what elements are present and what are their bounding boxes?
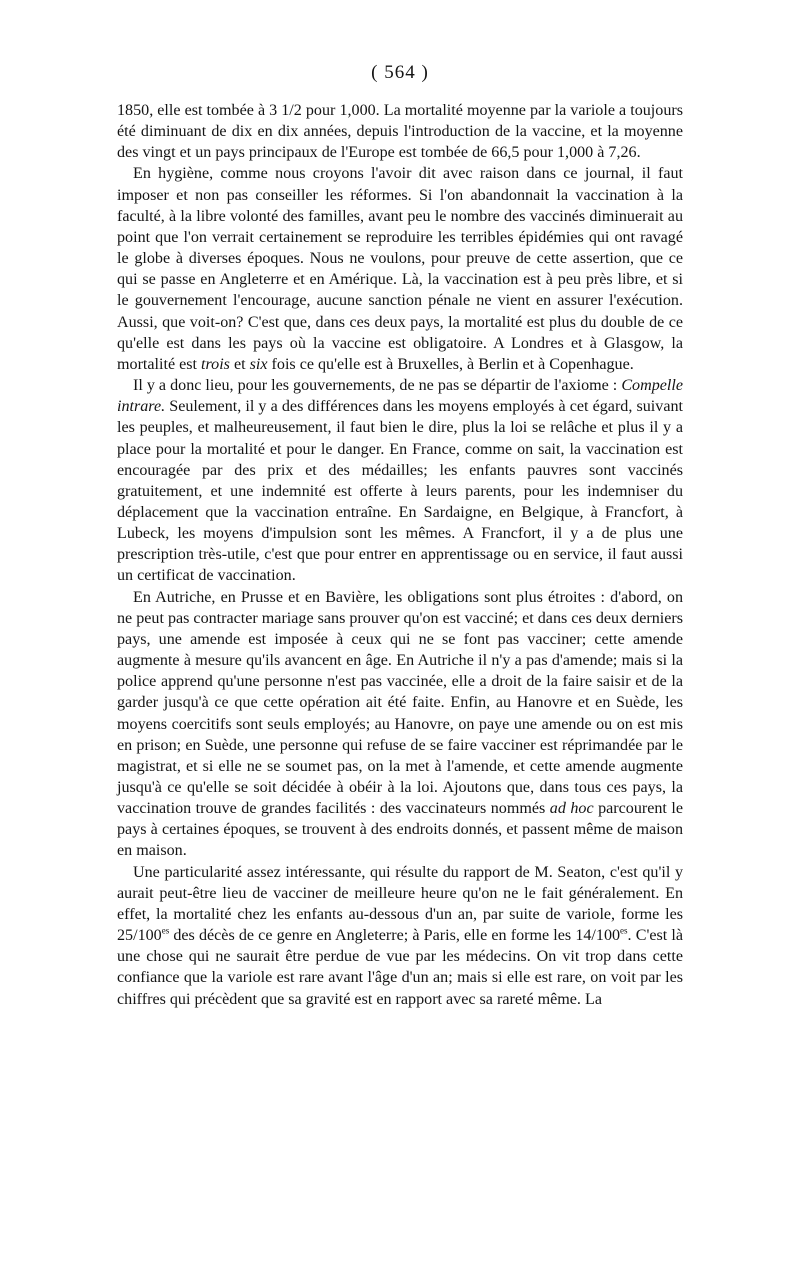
text-span: En hygiène, comme nous croyons l'avoir dit avec raison dans ce journal, il faut imposer et non pas conseiller les réformes. Si l'on abandonnait la vaccination à la faculté, à la libre volonté des familles, avant peu le nombre des vaccinés diminuerait au point que l'on verrait certainement se reproduire les terribles épidémies qui ont ravagé le globe à diverses époques. Nous ne voulons, pour preuve de cette assertion, que ce qui se passe en Angleterre et en Amérique. Là, la vaccination est à peu près libre, et si le gouvernement l'encourage, aucune sanction pénale ne vient en assurer l'exécution. Aussi, que voit-on? C'est que, dans ces deux pays, la mortalité est plus du double de ce qu'elle est dans les pays où la vaccine est obligatoire. A Londres et à Glasgow, la mortalité est bbox=[117, 165, 683, 373]
superscript-text: es bbox=[161, 925, 170, 936]
italic-text: six bbox=[249, 355, 268, 373]
paragraph-p5 bbox=[117, 862, 683, 1010]
page-number: ( 564 ) bbox=[371, 62, 429, 83]
text-span: des décès de ce genre en Angleterre; à Paris, elle en forme les 14/100 bbox=[169, 927, 621, 945]
text-span: Une particularité assez intéressante, qui résulte du rapport de M. Seaton, c'est qu'il y aurait peut-être lieu de vacciner de meilleure heure qu'on ne le fait généralement. En effet, la mortalité chez les enfants au-dessous d'un an, par suite de variole, forme les 25/100 bbox=[117, 863, 683, 945]
superscript-text: es bbox=[620, 925, 628, 936]
italic-text: Compelle intrare. bbox=[117, 377, 683, 416]
paragraph-p4 bbox=[117, 587, 683, 862]
text-span: En Autriche, en Prusse et en Bavière, les obligations sont plus étroites : d'abord, on ne peut pas contracter mariage sans prouver qu'on est vacciné; et dans ces deux derniers pays, une amende est imposée à ceux qui ne se font pas vacciner; cette amende augmente à mesure qu'ils avancent en âge. En Autriche il n'y a pas d'amende; mais si la police apprend qu'une personne n'est pas vaccinée, elle a droit de la faire saisir et de la garder jusqu'à ce que cette opération ait été faite. Enfin, au Hanovre et en Suède, les moyens coercitifs sont seuls employés; au Hanovre, on paye une amende ou on est mis en prison; en Suède, une personne qui refuse de se faire vacciner est réprimandée par le magistrat, et si elle ne se soumet pas, on la met à l'amende, et cette amende augmente jusqu'à ce qu'elle se soit décidée à obéir à la loi. Ajoutons que, dans tous ces pays, la vaccination trouve de grandes facilités : des vaccinateurs nommés bbox=[117, 588, 683, 818]
text-span: et bbox=[229, 355, 250, 373]
text-span: parcourent le pays à certaines époques, se trouvent à des endroits donnés, et passent même de maison en maison. bbox=[117, 800, 684, 860]
text-span: 1850, elle est tombée à 3 1/2 pour 1,000. La mortalité moyenne par la variole a toujours été diminuant de dix en dix années, depuis l'introduction de la vaccine, et la moyenne des vingt et un pays principaux de l'Europe est tombée de 66,5 pour 1,000 à 7,26. bbox=[117, 102, 683, 162]
text-span: Seulement, il y a des différences dans les moyens employés à cet égard, suivant les peuples, et malheureusement, il faut bien le dire, plus la loi se relâche et plus il y a place pour la mortalité et pour le danger. En France, comme on sait, la vaccination est encouragée par des prix et des médailles; les enfants pauvres sont vaccinés gratuitement, et une indemnité est offerte à leurs parents, pour les indemniser du déplacement que la vaccination entraîne. En Sardaigne, en Belgique, à Francfort, à Lubeck, les moyens d'impulsion sont les mêmes. A Francfort, il y a de plus une prescription très-utile, c'est que pour entrer en apprentissage ou en service, il faut aussi un certificat de vaccination. bbox=[117, 398, 683, 585]
italic-text: trois bbox=[201, 355, 230, 373]
italic-text: ad hoc bbox=[549, 800, 594, 818]
document-page bbox=[117, 60, 683, 1010]
text-span: . C'est là une chose qui ne saurait être perdue de vue par les médecins. On vit trop dans cette confiance que la variole est rare avant l'âge d'un an; mais si elle est rare, on voit par les chiffres qui précèdent que sa gravité est en rapport avec sa rareté même. La bbox=[117, 927, 683, 1008]
body-text bbox=[117, 100, 683, 1010]
text-span: fois ce qu'elle est à Bruxelles, à Berlin et à Copenhague. bbox=[267, 355, 634, 373]
text-span: Il y a donc lieu, pour les gouvernements, de ne pas se départir de l'axiome : bbox=[133, 377, 622, 395]
paragraph-p1 bbox=[117, 100, 683, 163]
paragraph-p2 bbox=[117, 163, 683, 375]
paragraph-p3 bbox=[117, 375, 683, 587]
